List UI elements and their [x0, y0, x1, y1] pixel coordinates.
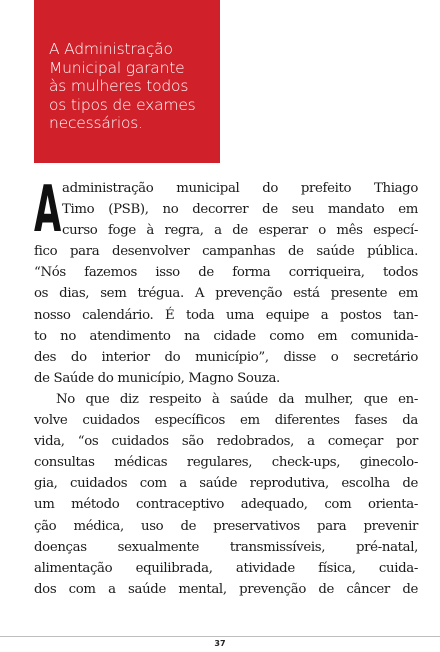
article-paragraph-2 [34, 389, 418, 600]
article-paragraph-1 [34, 173, 418, 389]
text-line: volve cuidados específicos em diferentes fases da [34, 413, 418, 429]
text-line: um método contraceptivo adequado, com orienta- [34, 497, 418, 513]
text-line: doenças sexualmente transmissíveis, pré-natal, [34, 539, 418, 555]
text-line: to no atendimento na cidade como em comunida- [34, 328, 418, 344]
text-line: nosso calendário. É toda uma equipe a postos tan- [34, 307, 418, 323]
text-line: Timo (PSB), no decorrer de seu mandato em [62, 202, 418, 218]
text-line: des do interior do município”, disse o secretário [34, 349, 418, 365]
text-line: alimentação equilibrada, atividade física, cuida- [34, 560, 418, 576]
pull-quote-text [49, 40, 210, 133]
drop-cap: A [34, 173, 62, 247]
pull-quote-line: necessários. [49, 114, 143, 132]
text-line: dos com a saúde mental, prevenção de câncer de [34, 581, 418, 597]
text-line: No que diz respeito à saúde da mulher, que en- [56, 391, 418, 407]
text-line: consultas médicas regulares, check-ups, ginecolo- [34, 455, 418, 471]
pull-quote-line: os tipos de exames [49, 95, 196, 114]
pull-quote-box [34, 0, 220, 163]
page-number: 37 [214, 639, 226, 648]
text-line: administração municipal do prefeito Thiago [62, 181, 418, 196]
text-line: curso foge à regra, a de esperar o mês especí- [62, 223, 418, 239]
footer-divider [0, 636, 440, 637]
text-line: “Nós fazemos isso de forma corriqueira, todos [34, 265, 418, 281]
pull-quote-line: às mulheres todos [49, 77, 189, 95]
pull-quote-line: Municipal garante [49, 58, 185, 77]
text-line: gia, cuidados com a saúde reprodutiva, escolha de [34, 476, 418, 492]
article-body [34, 173, 418, 600]
pull-quote-line: A Administração [49, 40, 173, 58]
text-line: vida, “os cuidados são redobrados, a começar por [34, 434, 418, 450]
text-line: de Saúde do município, Magno Souza. [34, 370, 280, 386]
text-line: os dias, sem trégua. A prevenção está presente em [34, 286, 418, 302]
text-line: fico para desenvolver campanhas de saúde pública. [34, 244, 418, 260]
text-line: ção médica, uso de preservativos para prevenir [34, 518, 418, 534]
